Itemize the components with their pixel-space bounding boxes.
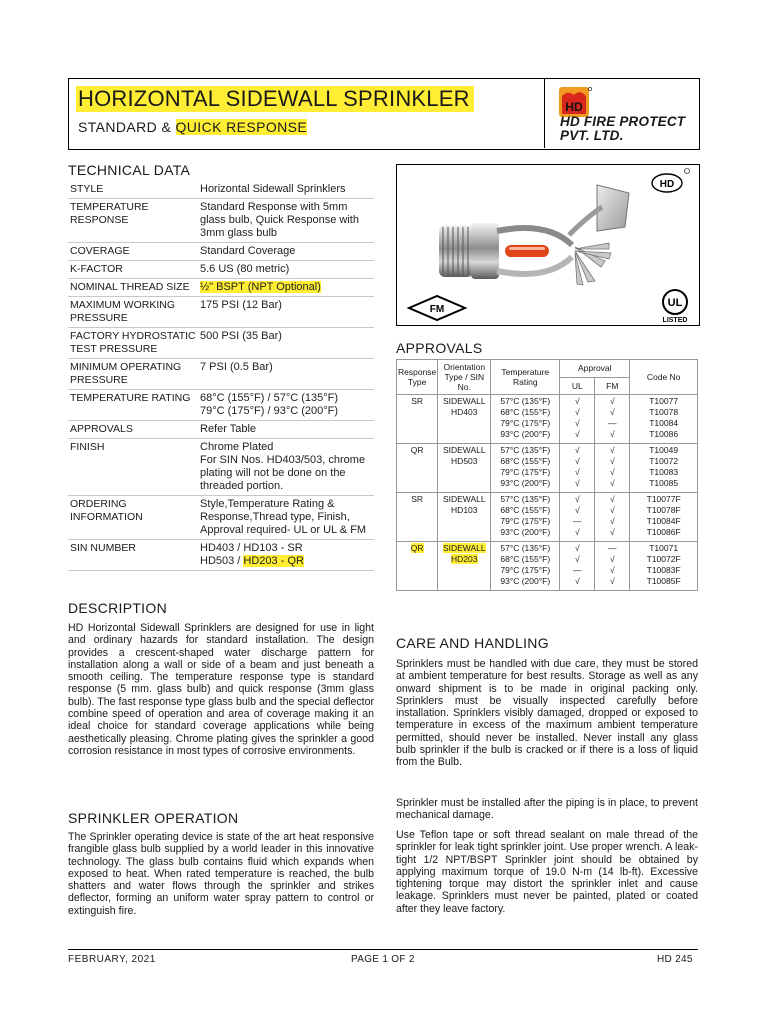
approval-fm-line bbox=[595, 505, 629, 516]
approval-code-value: T10077 bbox=[649, 396, 679, 406]
listed-label: LISTED bbox=[662, 317, 688, 324]
approval-ul-line bbox=[560, 565, 594, 576]
approval-fm-line bbox=[595, 527, 629, 538]
col-temperature: Temperature Rating bbox=[491, 360, 560, 395]
approval-ul-value: √ bbox=[574, 494, 580, 504]
sin-highlight: HD203 - QR bbox=[243, 555, 304, 567]
approval-ul-line bbox=[560, 527, 594, 538]
tech-row-value bbox=[198, 261, 374, 279]
approval-fm-line bbox=[595, 516, 629, 527]
tech-value-line bbox=[200, 392, 372, 405]
approval-orientation-line bbox=[438, 445, 490, 456]
approval-ul-value: √ bbox=[574, 467, 580, 477]
sprinkler-frame-arm bbox=[497, 228, 572, 245]
approval-code-value: T10077F bbox=[646, 494, 681, 504]
tech-value-line bbox=[200, 281, 372, 294]
tech-row-value bbox=[198, 243, 374, 261]
approval-code-value: T10072 bbox=[649, 456, 679, 466]
tech-value-line bbox=[200, 454, 372, 493]
approval-code-value: T10084 bbox=[649, 418, 679, 428]
tech-value-text: 79°C (175°F) / 93°C (200°F) bbox=[200, 405, 339, 417]
approval-code-line bbox=[630, 576, 697, 587]
tech-row-label: K-FACTOR bbox=[68, 261, 198, 279]
tech-value-text: 5.6 US (80 metric) bbox=[200, 263, 290, 275]
approval-code-value: T10078 bbox=[649, 407, 679, 417]
approval-temperature-value: 57°C (135°F) bbox=[500, 494, 551, 504]
approval-fm-line bbox=[595, 576, 629, 587]
approval-row bbox=[397, 395, 698, 444]
approval-code-line bbox=[630, 478, 697, 489]
approval-temperature-line bbox=[491, 554, 559, 565]
col-orientation: Orientation Type / SIN No. bbox=[438, 360, 491, 395]
approval-fm-value: √ bbox=[609, 456, 615, 466]
approval-orientation bbox=[438, 493, 491, 542]
product-image-frame bbox=[396, 164, 700, 326]
approval-code-line bbox=[630, 407, 697, 418]
tech-row bbox=[68, 297, 374, 328]
care-paragraph-3: Use Teflon tape or soft thread sealant on male thread of the sprinkler for leak tight sprinkler joint. Use proper wrench. A leak-tight 1/2 NPT/BSPT Sprinkler joint should be obtained by applying maximum torque of 19.0 N-m (14 lb-ft). Excessive tightening torque may distort the sprinkler inlet and cause leakage. Sprinklers must never be painted, plated or coated after they leave factory. bbox=[396, 829, 698, 915]
approval-temperature-line bbox=[491, 396, 559, 407]
approval-code-value: T10078F bbox=[646, 505, 681, 515]
approval-temperature-value: 79°C (175°F) bbox=[500, 418, 551, 428]
operation-text: The Sprinkler operating device is state of the art heat responsive frangible glass bulb supplied by a world leader in this innovative technology. The glass bulb contains fluid which expands when exposed to heat. When rated temperature is reached, the bulb shatters and water flows through the sprinkler and strikes deflector, forming an uniform water spray pattern to control or extinguish fire. bbox=[68, 831, 374, 917]
approval-orientation-value: HD403 bbox=[451, 407, 478, 417]
approval-ul bbox=[560, 395, 595, 444]
approval-temperature-line bbox=[491, 467, 559, 478]
tech-value-line bbox=[200, 498, 372, 537]
tech-row-value bbox=[198, 359, 374, 390]
approval-code-value: T10085F bbox=[646, 576, 681, 586]
tech-value-line bbox=[200, 361, 372, 374]
approval-temperature-value: 93°C (200°F) bbox=[500, 429, 551, 439]
approval-ul-line bbox=[560, 445, 594, 456]
approval-fm-line bbox=[595, 407, 629, 418]
tech-value-line bbox=[200, 330, 372, 343]
approval-fm-value: √ bbox=[609, 396, 615, 406]
approval-code-line bbox=[630, 527, 697, 538]
approval-code-value: T10049 bbox=[649, 445, 679, 455]
tech-value-line bbox=[200, 542, 372, 555]
approval-temperature-value: 93°C (200°F) bbox=[500, 527, 551, 537]
approval-temperature-line bbox=[491, 456, 559, 467]
approval-response-line bbox=[397, 543, 437, 554]
approval-fm-value: √ bbox=[609, 576, 615, 586]
hd-badge-text: HD bbox=[659, 179, 675, 190]
col-response-type: Response Type bbox=[397, 360, 438, 395]
approval-fm-value: √ bbox=[609, 478, 615, 488]
approval-temperature-value: 93°C (200°F) bbox=[500, 478, 551, 488]
sprinkler-frame-arm-lower bbox=[497, 257, 572, 274]
approval-fm-value: √ bbox=[609, 565, 615, 575]
approval-code-value: T10084F bbox=[646, 516, 681, 526]
approval-ul-value: √ bbox=[574, 554, 580, 564]
approval-ul-line bbox=[560, 418, 594, 429]
care-heading: CARE AND HANDLING bbox=[396, 635, 549, 651]
tech-value-text: HD403 / HD103 - SR bbox=[200, 542, 303, 554]
approval-fm-line bbox=[595, 396, 629, 407]
approval-ul-line bbox=[560, 494, 594, 505]
tech-row-label: COVERAGE bbox=[68, 243, 198, 261]
tech-row-label: MINIMUM OPERATING PRESSURE bbox=[68, 359, 198, 390]
approval-code-value: T10086F bbox=[646, 527, 681, 537]
tech-value-text: Style,Temperature Rating & Response,Thread type, Finish, Approval required- UL or UL & FM bbox=[200, 498, 367, 536]
tech-row-value bbox=[198, 181, 374, 199]
tech-value-line bbox=[200, 201, 372, 240]
tech-row-label: NOMINAL THREAD SIZE bbox=[68, 279, 198, 297]
approval-temperature bbox=[491, 542, 560, 591]
approval-code bbox=[630, 542, 698, 591]
tech-value-text: Chrome Plated bbox=[200, 441, 274, 453]
approval-code-line bbox=[630, 494, 697, 505]
tech-row bbox=[68, 243, 374, 261]
approval-ul bbox=[560, 444, 595, 493]
approval-temperature-line bbox=[491, 516, 559, 527]
tech-value-line bbox=[200, 263, 372, 276]
approval-code-line bbox=[630, 396, 697, 407]
approval-orientation-line bbox=[438, 456, 490, 467]
tech-value-text: 500 PSI (35 Bar) bbox=[200, 330, 282, 342]
tech-value-line bbox=[200, 441, 372, 454]
approval-fm bbox=[595, 444, 630, 493]
col-ul: UL bbox=[560, 377, 595, 395]
tech-row-value bbox=[198, 496, 374, 540]
approval-code-line bbox=[630, 445, 697, 456]
approval-temperature bbox=[491, 493, 560, 542]
approval-ul bbox=[560, 542, 595, 591]
approvals-table bbox=[396, 359, 698, 591]
description-text: HD Horizontal Sidewall Sprinklers are designed for use in light and ordinary hazards for standard installation. The design provides a crescent-shaped water discharge pattern for installation along a wall or side of a beam and just beneath a smooth ceiling. The temperature response type is standard response (5 mm. glass bulb) and quick response (3mm glass bulb). The fast response type glass bulb and the special deflector combine speed of operation and area of coverage making it an ideal choice for standard coverage applications while being aesthetically pleasing. Chrome plating gives the sprinkler a good corrosion resistance in most types of corrosive environments. bbox=[68, 622, 374, 757]
approval-temperature-line bbox=[491, 543, 559, 554]
approval-orientation bbox=[438, 444, 491, 493]
approval-response-value: QR bbox=[410, 543, 424, 553]
approval-fm-value: √ bbox=[609, 527, 615, 537]
approval-ul-line bbox=[560, 478, 594, 489]
approval-response-line bbox=[397, 445, 437, 456]
tech-row-value bbox=[198, 328, 374, 359]
thread-size-highlight: ½" BSPT (NPT Optional) bbox=[200, 281, 321, 293]
tech-value-text: Standard Coverage bbox=[200, 245, 296, 257]
approval-orientation bbox=[438, 542, 491, 591]
approval-fm-line bbox=[595, 445, 629, 456]
tech-row-label: STYLE bbox=[68, 181, 198, 199]
approval-ul-line bbox=[560, 396, 594, 407]
page-subtitle bbox=[78, 119, 307, 135]
approval-temperature-value: 57°C (135°F) bbox=[500, 396, 551, 406]
approval-ul-value: √ bbox=[574, 527, 580, 537]
page-title: HORIZONTAL SIDEWALL SPRINKLER bbox=[76, 86, 474, 112]
approval-temperature-value: 57°C (135°F) bbox=[500, 543, 551, 553]
tech-row-value bbox=[198, 421, 374, 439]
tech-row-value bbox=[198, 199, 374, 243]
approval-temperature-value: 68°C (155°F) bbox=[500, 456, 551, 466]
approval-orientation-value: SIDEWALL bbox=[442, 494, 486, 504]
approval-ul-value: √ bbox=[574, 456, 580, 466]
approval-code-line bbox=[630, 565, 697, 576]
tech-row-label: FACTORY HYDROSTATIC TEST PRESSURE bbox=[68, 328, 198, 359]
approval-fm-value: √ bbox=[609, 516, 615, 526]
tech-value-line bbox=[200, 299, 372, 312]
approval-code-line bbox=[630, 543, 697, 554]
approval-code-line bbox=[630, 554, 697, 565]
approval-code-line bbox=[630, 505, 697, 516]
approval-fm-value: — bbox=[608, 543, 617, 553]
approval-temperature-line bbox=[491, 527, 559, 538]
approval-response bbox=[397, 395, 438, 444]
approval-ul-line bbox=[560, 516, 594, 527]
approval-response-value: SR bbox=[411, 494, 424, 504]
approval-temperature-value: 68°C (155°F) bbox=[500, 407, 551, 417]
approvals-heading: APPROVALS bbox=[396, 340, 483, 356]
approval-temperature bbox=[491, 395, 560, 444]
approval-fm-value: — bbox=[608, 418, 617, 428]
approval-fm-line bbox=[595, 456, 629, 467]
approval-response-line bbox=[397, 494, 437, 505]
approval-row bbox=[397, 542, 698, 591]
approval-ul-line bbox=[560, 543, 594, 554]
tech-value-text: 175 PSI (12 Bar) bbox=[200, 299, 282, 311]
approval-orientation bbox=[438, 395, 491, 444]
approval-response bbox=[397, 493, 438, 542]
approval-code-value: T10072F bbox=[646, 554, 681, 564]
tech-row bbox=[68, 439, 374, 496]
col-fm: FM bbox=[595, 377, 630, 395]
tech-row-value bbox=[198, 279, 374, 297]
approval-fm-value: √ bbox=[609, 494, 615, 504]
approval-orientation-line bbox=[438, 407, 490, 418]
tech-row-label: FINISH bbox=[68, 439, 198, 496]
technical-data-table bbox=[68, 181, 374, 571]
approval-code-line bbox=[630, 418, 697, 429]
approval-code-value: T10071 bbox=[649, 543, 679, 553]
approval-ul-line bbox=[560, 429, 594, 440]
approval-ul-line bbox=[560, 576, 594, 587]
approval-orientation-line bbox=[438, 554, 490, 565]
approval-code-value: T10083F bbox=[646, 565, 681, 575]
approval-ul-value: — bbox=[573, 565, 582, 575]
approval-temperature-line bbox=[491, 418, 559, 429]
approval-temperature-value: 93°C (200°F) bbox=[500, 576, 551, 586]
approval-temperature-value: 57°C (135°F) bbox=[500, 445, 551, 455]
logo-mark-text: HD bbox=[565, 100, 583, 114]
approval-orientation-value: HD203 bbox=[451, 554, 478, 564]
approval-temperature bbox=[491, 444, 560, 493]
fm-label: FM bbox=[429, 304, 445, 315]
tech-value-text: Horizontal Sidewall Sprinklers bbox=[200, 183, 346, 195]
tech-row bbox=[68, 359, 374, 390]
approval-ul-value: √ bbox=[574, 418, 580, 428]
tech-row-label: APPROVALS bbox=[68, 421, 198, 439]
approval-temperature-value: 79°C (175°F) bbox=[500, 516, 551, 526]
approval-orientation-line bbox=[438, 505, 490, 516]
tech-value-line bbox=[200, 555, 372, 568]
footer-document-number: HD 245 bbox=[657, 954, 693, 965]
approval-fm-line bbox=[595, 565, 629, 576]
approval-response bbox=[397, 542, 438, 591]
tech-value-line bbox=[200, 423, 372, 436]
approval-fm-value: √ bbox=[609, 554, 615, 564]
tech-value-text: Refer Table bbox=[200, 423, 257, 435]
tech-row bbox=[68, 261, 374, 279]
care-paragraph-2: Sprinkler must be installed after the piping is in place, to prevent mechanical damage. bbox=[396, 797, 698, 822]
approval-fm-line bbox=[595, 478, 629, 489]
approval-ul-line bbox=[560, 456, 594, 467]
tech-value-text: For SIN Nos. HD403/503, chrome plating will not be done on the threaded portion. bbox=[200, 454, 366, 492]
approval-fm-value: √ bbox=[609, 445, 615, 455]
approval-temperature-value: 68°C (155°F) bbox=[500, 554, 551, 564]
approval-temperature-line bbox=[491, 478, 559, 489]
approval-temperature-line bbox=[491, 505, 559, 516]
tech-row bbox=[68, 199, 374, 243]
approval-temperature-line bbox=[491, 445, 559, 456]
approval-code-line bbox=[630, 516, 697, 527]
tech-row-label: ORDERING INFORMATION bbox=[68, 496, 198, 540]
col-approval: Approval bbox=[560, 360, 630, 378]
tech-value-text: 68°C (155°F) / 57°C (135°F) bbox=[200, 392, 339, 404]
tech-row bbox=[68, 181, 374, 199]
care-paragraph-1: Sprinklers must be handled with due care, they must be stored at ambient temperature for best results. Storage as well as any onward shipment is to be made in original packing only. Sprinklers must be visually inspected carefully before installation. Sprinklers visibly damaged, dropped or exposed to temperature in excess of the maximum ambient temperature permitted, should never be installed. Never install any glass bulb sprinkler if the bulb is cracked or if there is a loss of liquid from the Bulb. bbox=[396, 658, 698, 769]
col-code-no: Code No bbox=[630, 360, 698, 395]
description-heading: DESCRIPTION bbox=[68, 600, 167, 616]
approval-fm-line bbox=[595, 418, 629, 429]
approval-ul-line bbox=[560, 407, 594, 418]
approval-ul-value: √ bbox=[574, 445, 580, 455]
approval-fm-line bbox=[595, 494, 629, 505]
approval-temperature-line bbox=[491, 565, 559, 576]
tech-row-label: MAXIMUM WORKING PRESSURE bbox=[68, 297, 198, 328]
tech-value-line bbox=[200, 245, 372, 258]
footer-page-number: PAGE 1 OF 2 bbox=[351, 954, 415, 965]
approval-code bbox=[630, 395, 698, 444]
subtitle-standard: STANDARD & bbox=[78, 119, 176, 135]
ul-label: UL bbox=[667, 297, 683, 309]
tech-row bbox=[68, 540, 374, 571]
approval-ul-line bbox=[560, 467, 594, 478]
approval-temperature-value: 79°C (175°F) bbox=[500, 467, 551, 477]
tech-row-value bbox=[198, 297, 374, 328]
approval-ul-value: √ bbox=[574, 478, 580, 488]
tech-row-label: TEMPERATURE RESPONSE bbox=[68, 199, 198, 243]
approval-orientation-value: HD103 bbox=[451, 505, 478, 515]
approval-fm bbox=[595, 542, 630, 591]
tech-row-value bbox=[198, 439, 374, 496]
approval-response-line bbox=[397, 396, 437, 407]
approval-ul-value: √ bbox=[574, 576, 580, 586]
approval-ul-line bbox=[560, 505, 594, 516]
approval-code bbox=[630, 444, 698, 493]
operation-heading: SPRINKLER OPERATION bbox=[68, 810, 239, 826]
approval-temperature-value: 79°C (175°F) bbox=[500, 565, 551, 575]
approval-response bbox=[397, 444, 438, 493]
approval-ul-value: √ bbox=[574, 505, 580, 515]
approval-code-line bbox=[630, 467, 697, 478]
tech-row-value bbox=[198, 540, 374, 571]
approval-fm-value: √ bbox=[609, 429, 615, 439]
approval-code-value: T10086 bbox=[649, 429, 679, 439]
approval-temperature-value: 68°C (155°F) bbox=[500, 505, 551, 515]
approval-code-value: T10085 bbox=[649, 478, 679, 488]
tech-value-line bbox=[200, 183, 372, 196]
approval-ul-value: √ bbox=[574, 407, 580, 417]
approval-code-line bbox=[630, 429, 697, 440]
approval-fm-line bbox=[595, 554, 629, 565]
tech-row-label: TEMPERATURE RATING bbox=[68, 390, 198, 421]
approval-orientation-line bbox=[438, 543, 490, 554]
technical-data-heading: TECHNICAL DATA bbox=[68, 162, 191, 178]
glass-bulb bbox=[505, 245, 549, 257]
approval-temperature-line bbox=[491, 407, 559, 418]
company-name: HD FIRE PROTECT bbox=[560, 114, 686, 129]
footer-date: FEBRUARY, 2021 bbox=[68, 954, 156, 965]
approval-ul-value: √ bbox=[574, 429, 580, 439]
tech-row bbox=[68, 328, 374, 359]
approval-orientation-value: HD503 bbox=[451, 456, 478, 466]
approval-fm bbox=[595, 493, 630, 542]
company-suffix: PVT. LTD. bbox=[560, 128, 624, 143]
approval-response-value: QR bbox=[410, 445, 424, 455]
approval-ul-value: √ bbox=[574, 396, 580, 406]
approval-code-value: T10083 bbox=[649, 467, 679, 477]
sprinkler-product-image bbox=[397, 165, 699, 325]
company-logo-text bbox=[560, 115, 685, 143]
approval-fm-line bbox=[595, 543, 629, 554]
approval-fm-value: √ bbox=[609, 505, 615, 515]
sprinkler-body bbox=[471, 223, 499, 279]
sprinkler-deflector-tines bbox=[575, 243, 611, 285]
tech-value-text: HD503 / bbox=[200, 555, 244, 567]
tech-value-text: Standard Response with 5mm glass bulb, Quick Response with 3mm glass bulb bbox=[200, 201, 359, 239]
tech-row-label: SIN NUMBER bbox=[68, 540, 198, 571]
tech-row bbox=[68, 390, 374, 421]
subtitle-quick-response: QUICK RESPONSE bbox=[175, 119, 308, 135]
approval-code bbox=[630, 493, 698, 542]
approval-ul-line bbox=[560, 554, 594, 565]
tech-value-line bbox=[200, 405, 372, 418]
approval-fm-line bbox=[595, 429, 629, 440]
approval-orientation-value: SIDEWALL bbox=[442, 543, 486, 553]
approval-ul bbox=[560, 493, 595, 542]
approval-fm-value: √ bbox=[609, 467, 615, 477]
approval-row bbox=[397, 493, 698, 542]
approval-temperature-line bbox=[491, 429, 559, 440]
approval-ul-value: — bbox=[573, 516, 582, 526]
tech-row bbox=[68, 279, 374, 297]
approval-response-value: SR bbox=[411, 396, 424, 406]
approval-code-line bbox=[630, 456, 697, 467]
approval-row bbox=[397, 444, 698, 493]
approval-fm-line bbox=[595, 467, 629, 478]
approval-orientation-line bbox=[438, 396, 490, 407]
approval-orientation-value: SIDEWALL bbox=[442, 396, 486, 406]
tech-row bbox=[68, 496, 374, 540]
tech-value-text: 7 PSI (0.5 Bar) bbox=[200, 361, 273, 373]
approval-ul-value: √ bbox=[574, 543, 580, 553]
tech-row bbox=[68, 421, 374, 439]
tech-row-value bbox=[198, 390, 374, 421]
approval-fm-value: √ bbox=[609, 407, 615, 417]
approval-orientation-value: SIDEWALL bbox=[442, 445, 486, 455]
approval-orientation-line bbox=[438, 494, 490, 505]
approval-fm bbox=[595, 395, 630, 444]
approval-temperature-line bbox=[491, 494, 559, 505]
approval-temperature-line bbox=[491, 576, 559, 587]
footer-divider bbox=[68, 949, 698, 950]
sprinkler-thread bbox=[439, 225, 473, 277]
